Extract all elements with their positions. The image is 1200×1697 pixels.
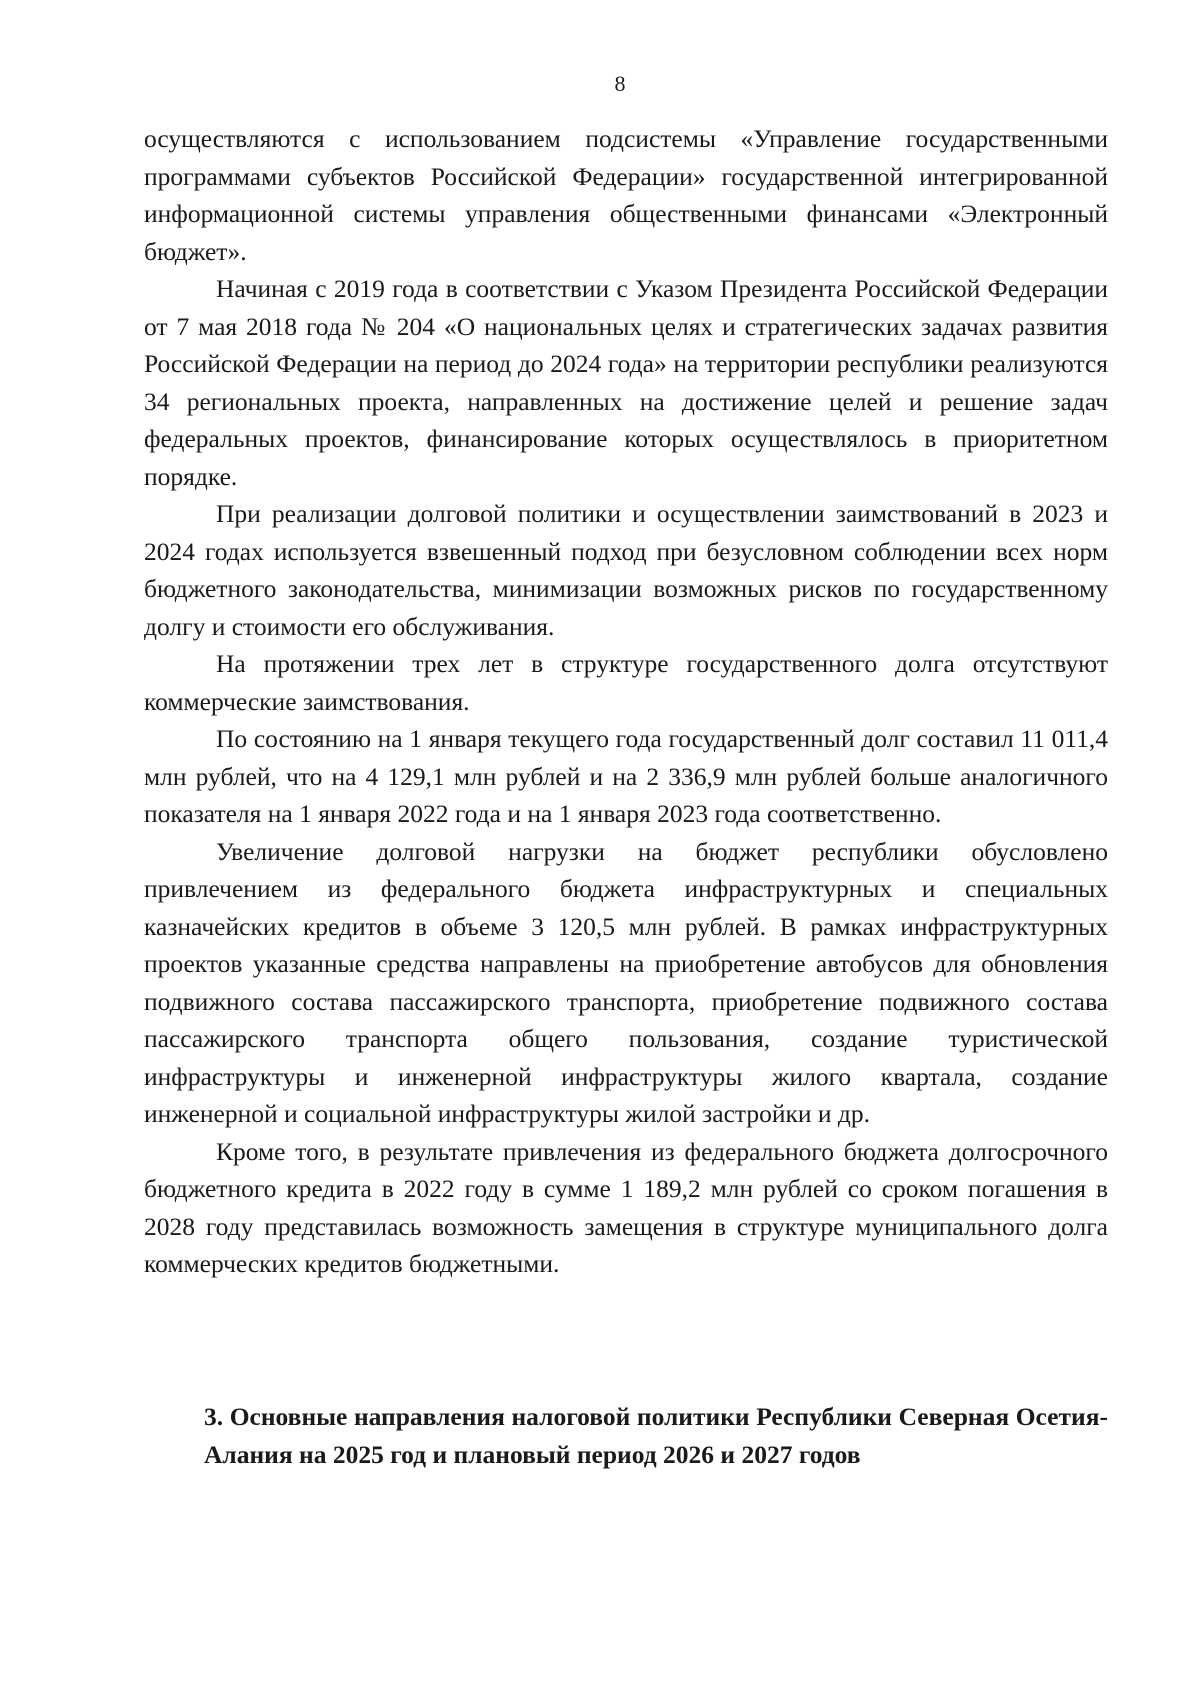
- document-body: [144, 120, 1108, 1283]
- page-number: 8: [614, 71, 626, 96]
- paragraph-regional-projects: Начиная с 2019 года в соответствии с Указом Президента Российской Федерации от 7 мая 2018 года № 204 «О национальных целях и стратегических задачах развития Российской Федерации на период до 2024 года» на территории республики реализуются 34 региональных проекта, направленных на достижение целей и решение задач федеральных проектов, финансирование которых осуществлялось в приоритетном порядке.: [144, 274, 1108, 491]
- paragraph-debt-burden: Увеличение долговой нагрузки на бюджет республики обусловлено привлечением из федерального бюджета инфраструктурных и специальных казначейских кредитов в объеме 3 120,5 млн рублей. В рамках инфраструктурных проектов указанные средства направлены на приобретение автобусов для обновления подвижного состава пассажирского транспорта, приобретение подвижного состава пассажирского транспорта общего пользования, создание туристической инфраструктуры и инженерной инфраструктуры жилого квартала, создание инженерной и социальной инфраструктуры жилой застройки и др.: [144, 836, 1108, 1128]
- paragraph-debt-policy: При реализации долговой политики и осуществлении заимствований в 2023 и 2024 годах используется взвешенный подход при безусловном соблюдении всех норм бюджетного законодательства, минимизации возможных рисков по государственному долгу и стоимости его обслуживания.: [144, 499, 1108, 641]
- paragraph-commercial-borrowings: На протяжении трех лет в структуре государственного долга отсутствуют коммерческие заимствования.: [144, 649, 1108, 716]
- paragraph-long-term-credit: Кроме того, в результате привлечения из федерального бюджета долгосрочного бюджетного кредита в 2022 году в сумме 1 189,2 млн рублей со сроком погашения в 2028 году представилась возможность замещения в структуре муниципального долга коммерческих кредитов бюджетными.: [144, 1136, 1108, 1278]
- paragraph-continuation: осуществляются с использованием подсистемы «Управление государственными программами субъектов Российской Федерации» государственной интегрированной информационной системы управления общественными финансами «Электронный бюджет».: [144, 124, 1108, 266]
- paragraph-state-debt: По состоянию на 1 января текущего года государственный долг составил 11 011,4 млн рублей, что на 4 129,1 млн рублей и на 2 336,9 млн рублей больше аналогичного показателя на 1 января 2022 года и на 1 января 2023 года соответственно.: [144, 724, 1108, 828]
- section-heading: 3. Основные направления налоговой политики Республики Северная Осетия-Алания на 2025 год и плановый период 2026 и 2027 годов: [204, 1402, 1108, 1469]
